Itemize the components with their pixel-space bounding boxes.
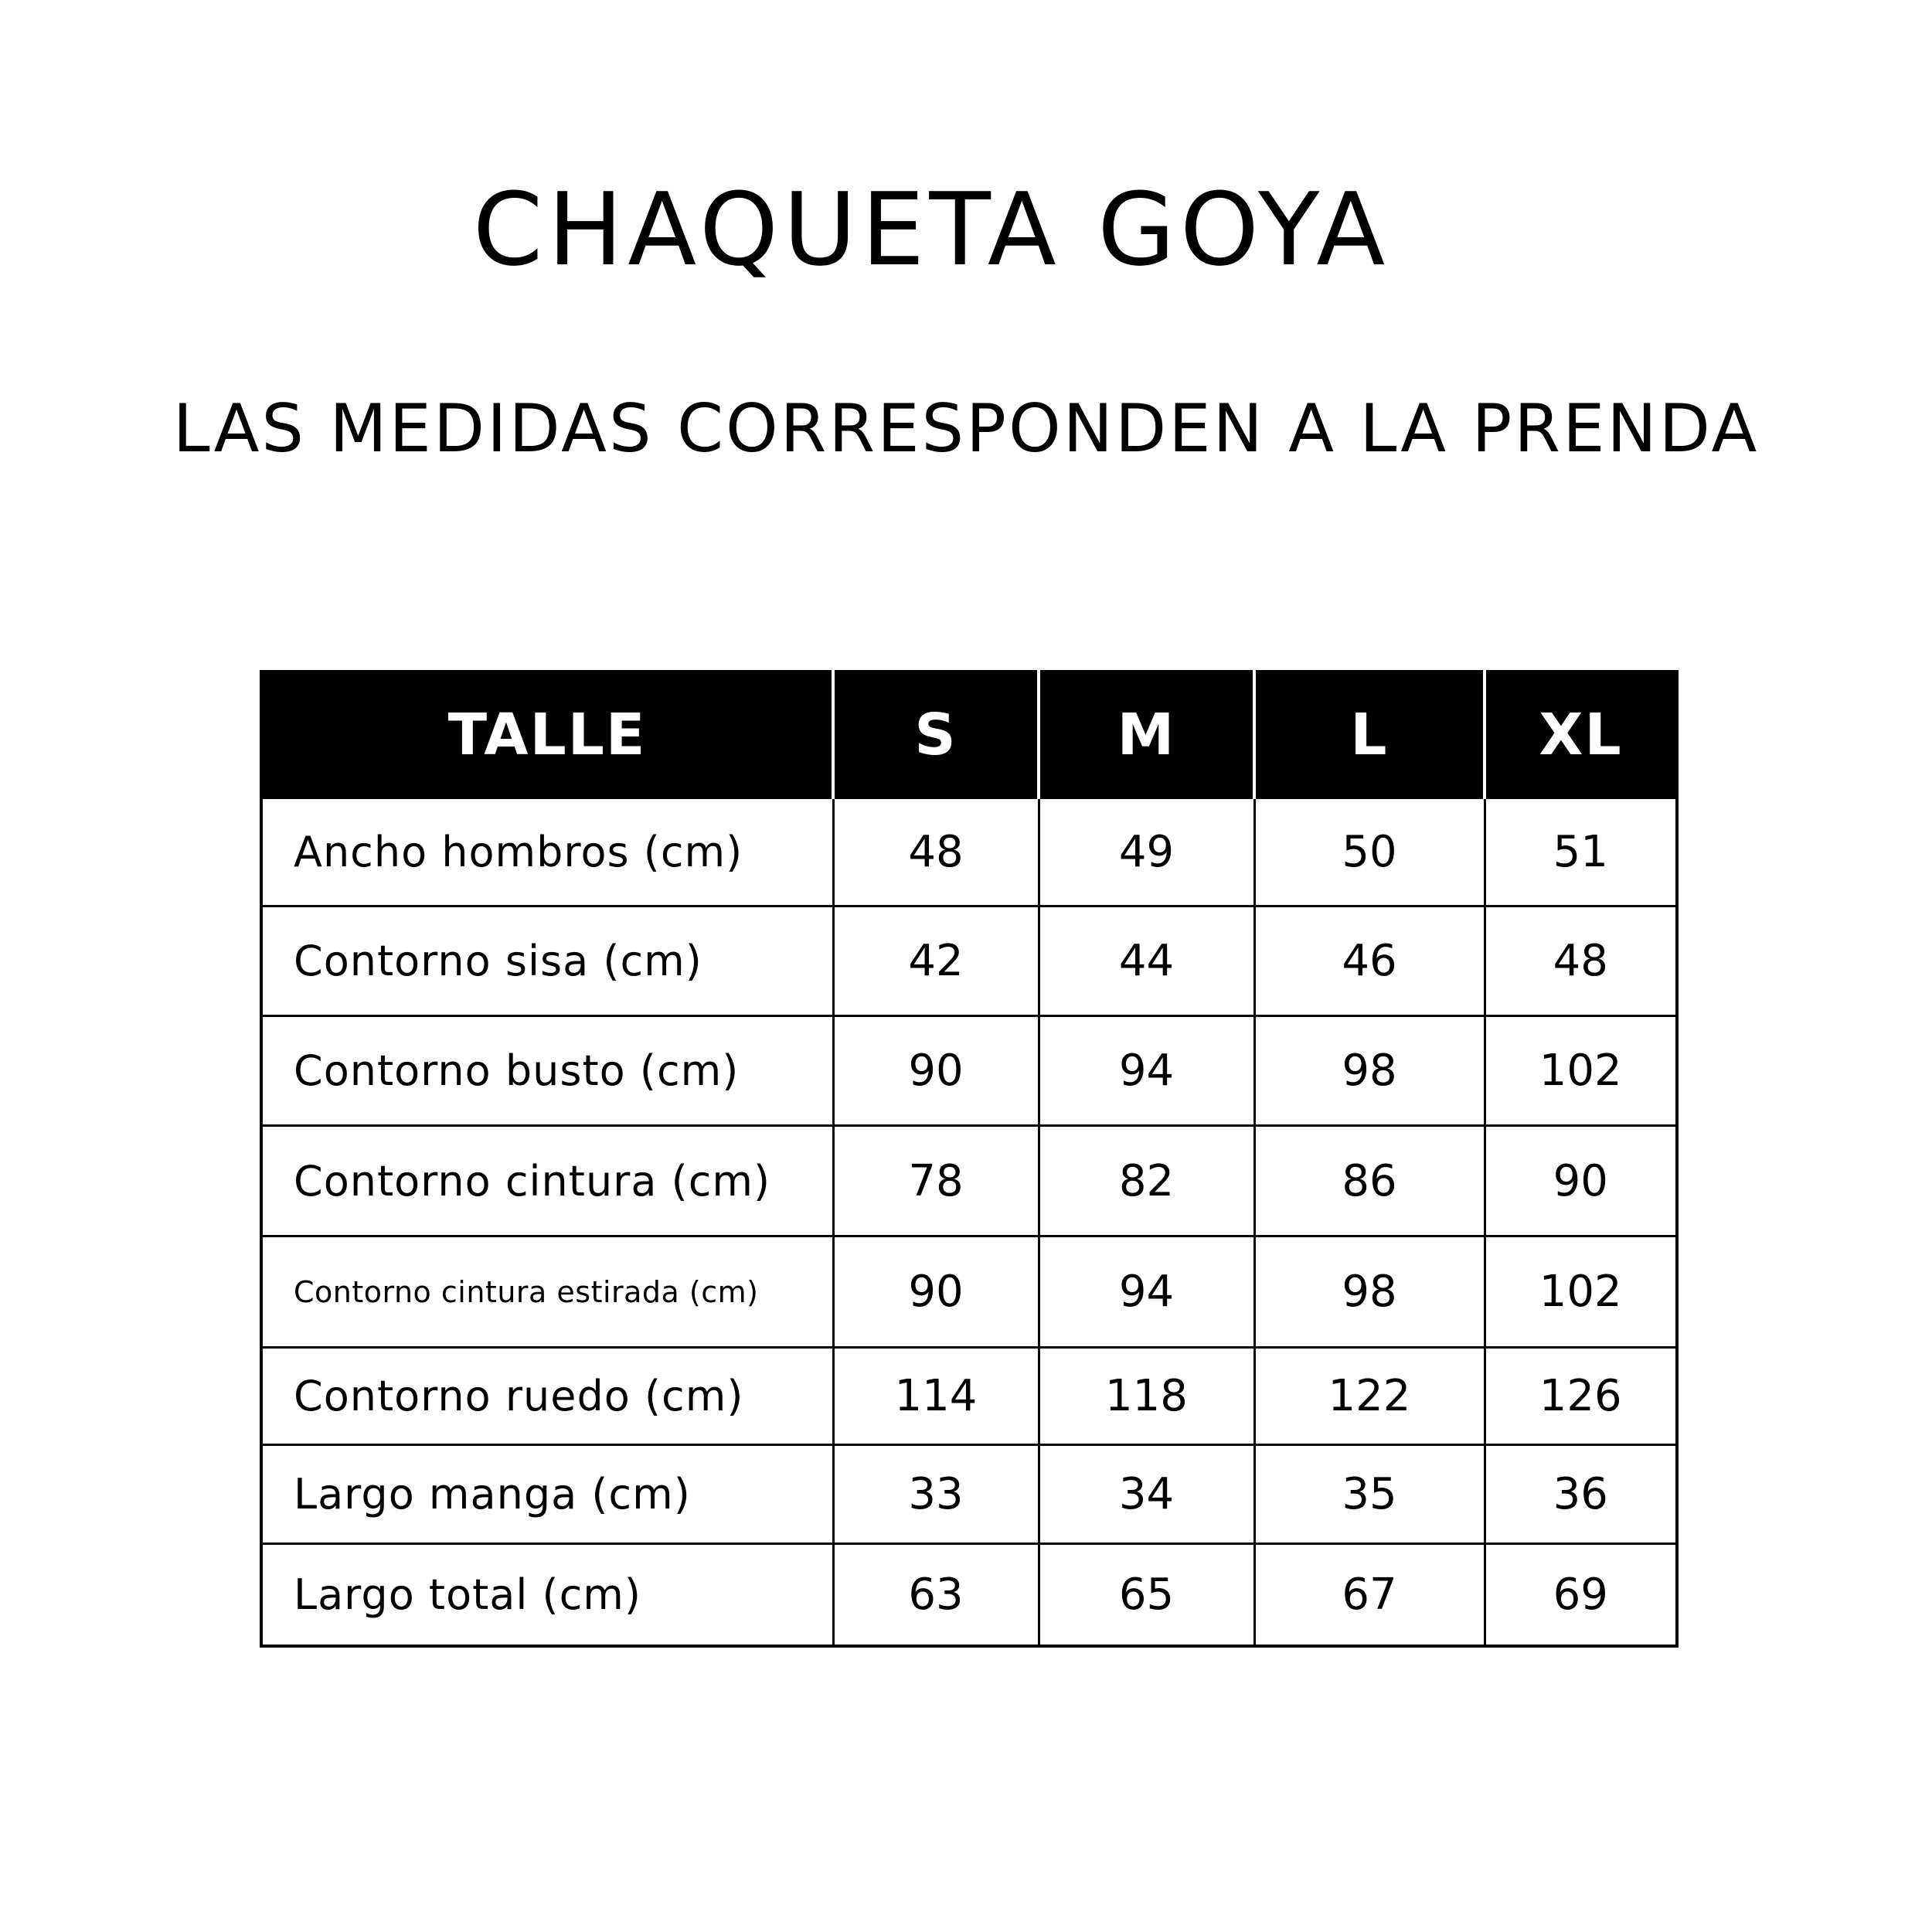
cell-value: 90 [833, 1236, 1039, 1348]
header-size-m: M [1039, 672, 1254, 798]
cell-value: 122 [1254, 1348, 1485, 1445]
table-row [261, 906, 1677, 1016]
cell-value: 118 [1039, 1348, 1254, 1445]
cell-value: 34 [1039, 1445, 1254, 1544]
row-label: Ancho hombros (cm) [261, 798, 833, 906]
header-size-l: L [1254, 672, 1485, 798]
table-row [261, 1544, 1677, 1646]
cell-value: 49 [1039, 798, 1254, 906]
cell-value: 48 [1485, 906, 1677, 1016]
cell-value: 102 [1485, 1236, 1677, 1348]
cell-value: 51 [1485, 798, 1677, 906]
cell-value: 46 [1254, 906, 1485, 1016]
cell-value: 78 [833, 1126, 1039, 1236]
cell-value: 114 [833, 1348, 1039, 1445]
cell-value: 90 [1485, 1126, 1677, 1236]
table-header-row [261, 672, 1677, 798]
cell-value: 65 [1039, 1544, 1254, 1646]
cell-value: 90 [833, 1016, 1039, 1126]
table-row [261, 798, 1677, 906]
cell-value: 94 [1039, 1016, 1254, 1126]
header-size-s: S [833, 672, 1039, 798]
size-chart-table [260, 670, 1679, 1648]
row-label: Contorno busto (cm) [261, 1016, 833, 1126]
table-row [261, 1016, 1677, 1126]
row-label: Contorno cintura estirada (cm) [261, 1236, 833, 1348]
cell-value: 69 [1485, 1544, 1677, 1646]
header-size-xl: XL [1485, 672, 1677, 798]
cell-value: 36 [1485, 1445, 1677, 1544]
table-row [261, 1348, 1677, 1445]
cell-value: 44 [1039, 906, 1254, 1016]
cell-value: 98 [1254, 1236, 1485, 1348]
table-row [261, 1445, 1677, 1544]
table-row [261, 1126, 1677, 1236]
page-subtitle: LAS MEDIDAS CORRESPONDEN A LA PRENDA [172, 390, 1760, 468]
cell-value: 42 [833, 906, 1039, 1016]
cell-value: 94 [1039, 1236, 1254, 1348]
row-label: Largo total (cm) [261, 1544, 833, 1646]
row-label: Contorno sisa (cm) [261, 906, 833, 1016]
cell-value: 67 [1254, 1544, 1485, 1646]
header-talle: TALLE [261, 672, 833, 798]
cell-value: 86 [1254, 1126, 1485, 1236]
table-row [261, 1236, 1677, 1348]
cell-value: 102 [1485, 1016, 1677, 1126]
cell-value: 35 [1254, 1445, 1485, 1544]
row-label: Largo manga (cm) [261, 1445, 833, 1544]
cell-value: 50 [1254, 798, 1485, 906]
cell-value: 33 [833, 1445, 1039, 1544]
cell-value: 98 [1254, 1016, 1485, 1126]
cell-value: 82 [1039, 1126, 1254, 1236]
row-label: Contorno cintura (cm) [261, 1126, 833, 1236]
cell-value: 126 [1485, 1348, 1677, 1445]
cell-value: 48 [833, 798, 1039, 906]
row-label: Contorno ruedo (cm) [261, 1348, 833, 1445]
page-title: CHAQUETA GOYA [472, 171, 1390, 288]
cell-value: 63 [833, 1544, 1039, 1646]
